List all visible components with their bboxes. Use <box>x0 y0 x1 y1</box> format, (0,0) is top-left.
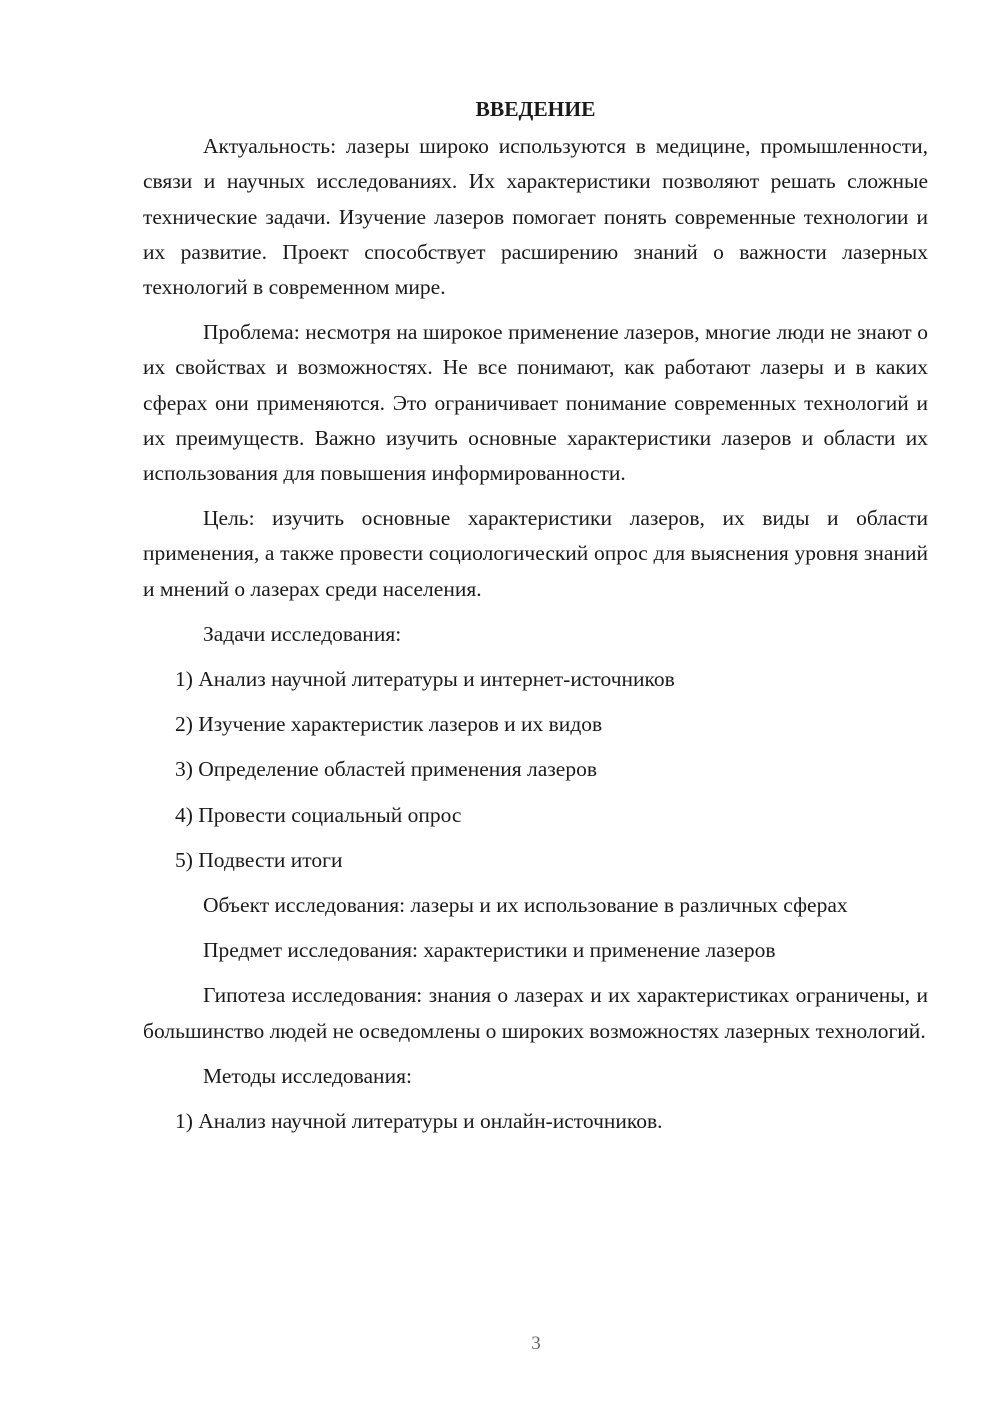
tasks-heading: Задачи исследования: <box>203 621 402 646</box>
object-paragraph: Объект исследования: лазеры и их использование в различных сферах <box>203 893 848 918</box>
goal-paragraph: Цель: изучить основные характеристики лазеров, их виды и области применения, а также провести социологический опрос для выяснения уровня знаний и мнений о лазерах среди населения. <box>143 506 928 601</box>
section-title: ВВЕДЕНИЕ <box>475 97 596 121</box>
relevance-paragraph: Актуальность: лазеры широко используются в медицине, промышленности, связи и научных исследованиях. Их характеристики позволяют решать сложные технические задачи. Изучение лазеров помогает понять современные технологии и их развитие. Проект способствует расширению знаний о важности лазерных технологий в современном мире. <box>143 134 928 300</box>
document-page <box>143 92 928 1149</box>
methods-list <box>143 1104 928 1139</box>
list-item: 4) Провести социальный опрос <box>175 802 462 827</box>
list-item: 2) Изучение характеристик лазеров и их видов <box>175 712 603 737</box>
page-number: 3 <box>531 1333 541 1354</box>
list-item: 3) Определение областей применения лазеров <box>175 757 597 782</box>
subject-paragraph: Предмет исследования: характеристики и применение лазеров <box>203 938 776 963</box>
list-item: 1) Анализ научной литературы и онлайн-источников. <box>175 1109 663 1134</box>
methods-heading: Методы исследования: <box>203 1063 412 1088</box>
list-item: 5) Подвести итоги <box>175 847 343 872</box>
hypothesis-paragraph: Гипотеза исследования: знания о лазерах и их характеристиках ограничены, и большинство людей не осведомлены о широких возможностях лазерных технологий. <box>143 983 928 1043</box>
problem-paragraph: Проблема: несмотря на широкое применение лазеров, многие люди не знают о их свойствах и возможностях. Не все понимают, как работают лазеры и в каких сферах они применяются. Это ограничивает понимание современных технологий и их преимуществ. Важно изучить основные характеристики лазеров и области их использования для повышения информированности. <box>143 320 928 486</box>
list-item: 1) Анализ научной литературы и интернет-источников <box>175 667 675 692</box>
tasks-list <box>143 662 928 878</box>
